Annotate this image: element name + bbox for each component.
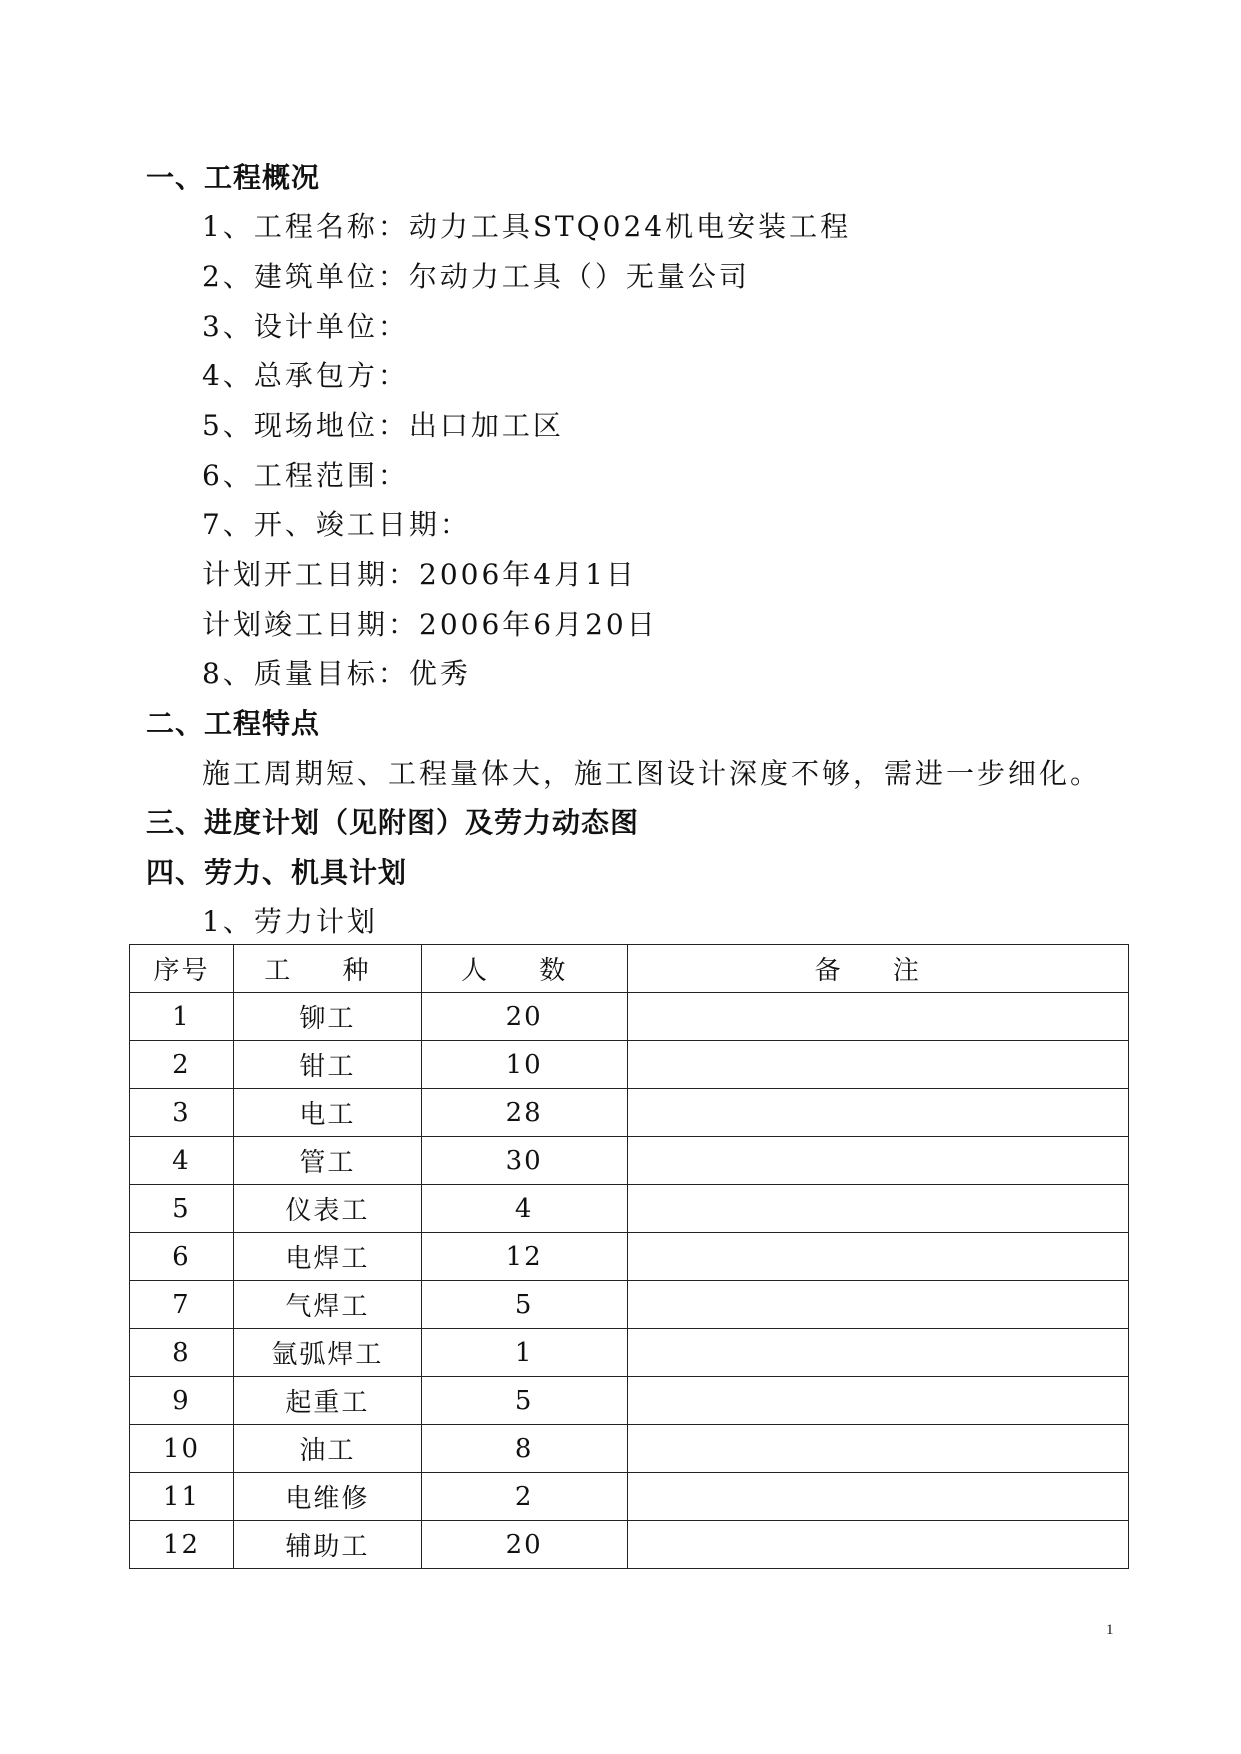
cell-index: 12 [130,1521,234,1569]
cell-count: 20 [421,993,627,1041]
cell-remarks [627,1521,1128,1569]
cell-index: 8 [130,1329,234,1377]
section-title-schedule: 三、进度计划（见附图）及劳力动态图 [146,806,640,839]
cell-trade: 电维修 [233,1473,421,1521]
cell-remarks [627,1041,1128,1089]
cell-remarks [627,1137,1128,1185]
overview-item-dates: 7、开、竣工日期： [202,508,471,541]
cell-trade: 氩弧焊工 [233,1329,421,1377]
labor-plan-title: 1、劳力计划 [202,905,378,938]
cell-index: 2 [130,1041,234,1089]
section-title-overview: 一、工程概况 [146,161,321,194]
cell-index: 9 [130,1377,234,1425]
table-row [130,1233,1129,1281]
table-row [130,1425,1129,1473]
cell-remarks [627,1089,1128,1137]
table-row [130,1185,1129,1233]
cell-remarks [627,1233,1128,1281]
cell-remarks [627,1425,1128,1473]
cell-trade: 仪表工 [233,1185,421,1233]
table-row [130,1473,1129,1521]
overview-item-scope: 6、工程范围： [202,459,409,492]
overview-item-planned-start: 计划开工日期：2006年4月1日 [202,558,637,591]
cell-count: 20 [421,1521,627,1569]
labor-plan-table [129,944,1129,1569]
cell-trade: 起重工 [233,1377,421,1425]
table-header-row [130,945,1129,993]
cell-count: 4 [421,1185,627,1233]
table-row [130,1377,1129,1425]
cell-remarks [627,993,1128,1041]
cell-index: 10 [130,1425,234,1473]
table-row [130,993,1129,1041]
header-count: 人 数 [421,945,627,993]
features-text: 施工周期短、工程量体大，施工图设计深度不够，需进一步细化。 [202,757,1102,790]
cell-trade: 辅助工 [233,1521,421,1569]
section-title-features: 二、工程特点 [146,707,321,740]
cell-index: 6 [130,1233,234,1281]
header-trade: 工 种 [233,945,421,993]
cell-trade: 钳工 [233,1041,421,1089]
overview-item-design-unit: 3、设计单位： [202,310,409,343]
section-title-labor-machinery: 四、劳力、机具计划 [146,856,408,889]
cell-trade: 气焊工 [233,1281,421,1329]
header-index: 序号 [130,945,234,993]
table-row [130,1137,1129,1185]
cell-count: 2 [421,1473,627,1521]
overview-item-site-location: 5、现场地位：出口加工区 [202,409,564,442]
cell-count: 30 [421,1137,627,1185]
cell-trade: 电工 [233,1089,421,1137]
cell-index: 4 [130,1137,234,1185]
overview-item-construction-unit: 2、建筑单位：尔动力工具（）无量公司 [202,260,750,293]
cell-count: 1 [421,1329,627,1377]
overview-item-quality-goal: 8、质量目标：优秀 [202,657,471,690]
cell-trade: 铆工 [233,993,421,1041]
table-row [130,1521,1129,1569]
header-remarks: 备 注 [627,945,1128,993]
overview-item-general-contractor: 4、总承包方： [202,359,409,392]
cell-remarks [627,1185,1128,1233]
cell-index: 5 [130,1185,234,1233]
cell-count: 8 [421,1425,627,1473]
cell-index: 1 [130,993,234,1041]
cell-remarks [627,1377,1128,1425]
table-row [130,1089,1129,1137]
cell-count: 12 [421,1233,627,1281]
cell-trade: 电焊工 [233,1233,421,1281]
overview-item-project-name: 1、工程名称：动力工具STQ024机电安装工程 [202,210,852,243]
cell-trade: 油工 [233,1425,421,1473]
cell-remarks [627,1473,1128,1521]
table-row [130,1281,1129,1329]
page-number: 1 [1106,1622,1114,1638]
cell-count: 5 [421,1281,627,1329]
cell-index: 3 [130,1089,234,1137]
cell-count: 5 [421,1377,627,1425]
cell-remarks [627,1329,1128,1377]
cell-count: 28 [421,1089,627,1137]
cell-index: 11 [130,1473,234,1521]
cell-count: 10 [421,1041,627,1089]
cell-remarks [627,1281,1128,1329]
cell-trade: 管工 [233,1137,421,1185]
cell-index: 7 [130,1281,234,1329]
table-row [130,1041,1129,1089]
overview-item-planned-finish: 计划竣工日期：2006年6月20日 [202,608,658,641]
table-row [130,1329,1129,1377]
